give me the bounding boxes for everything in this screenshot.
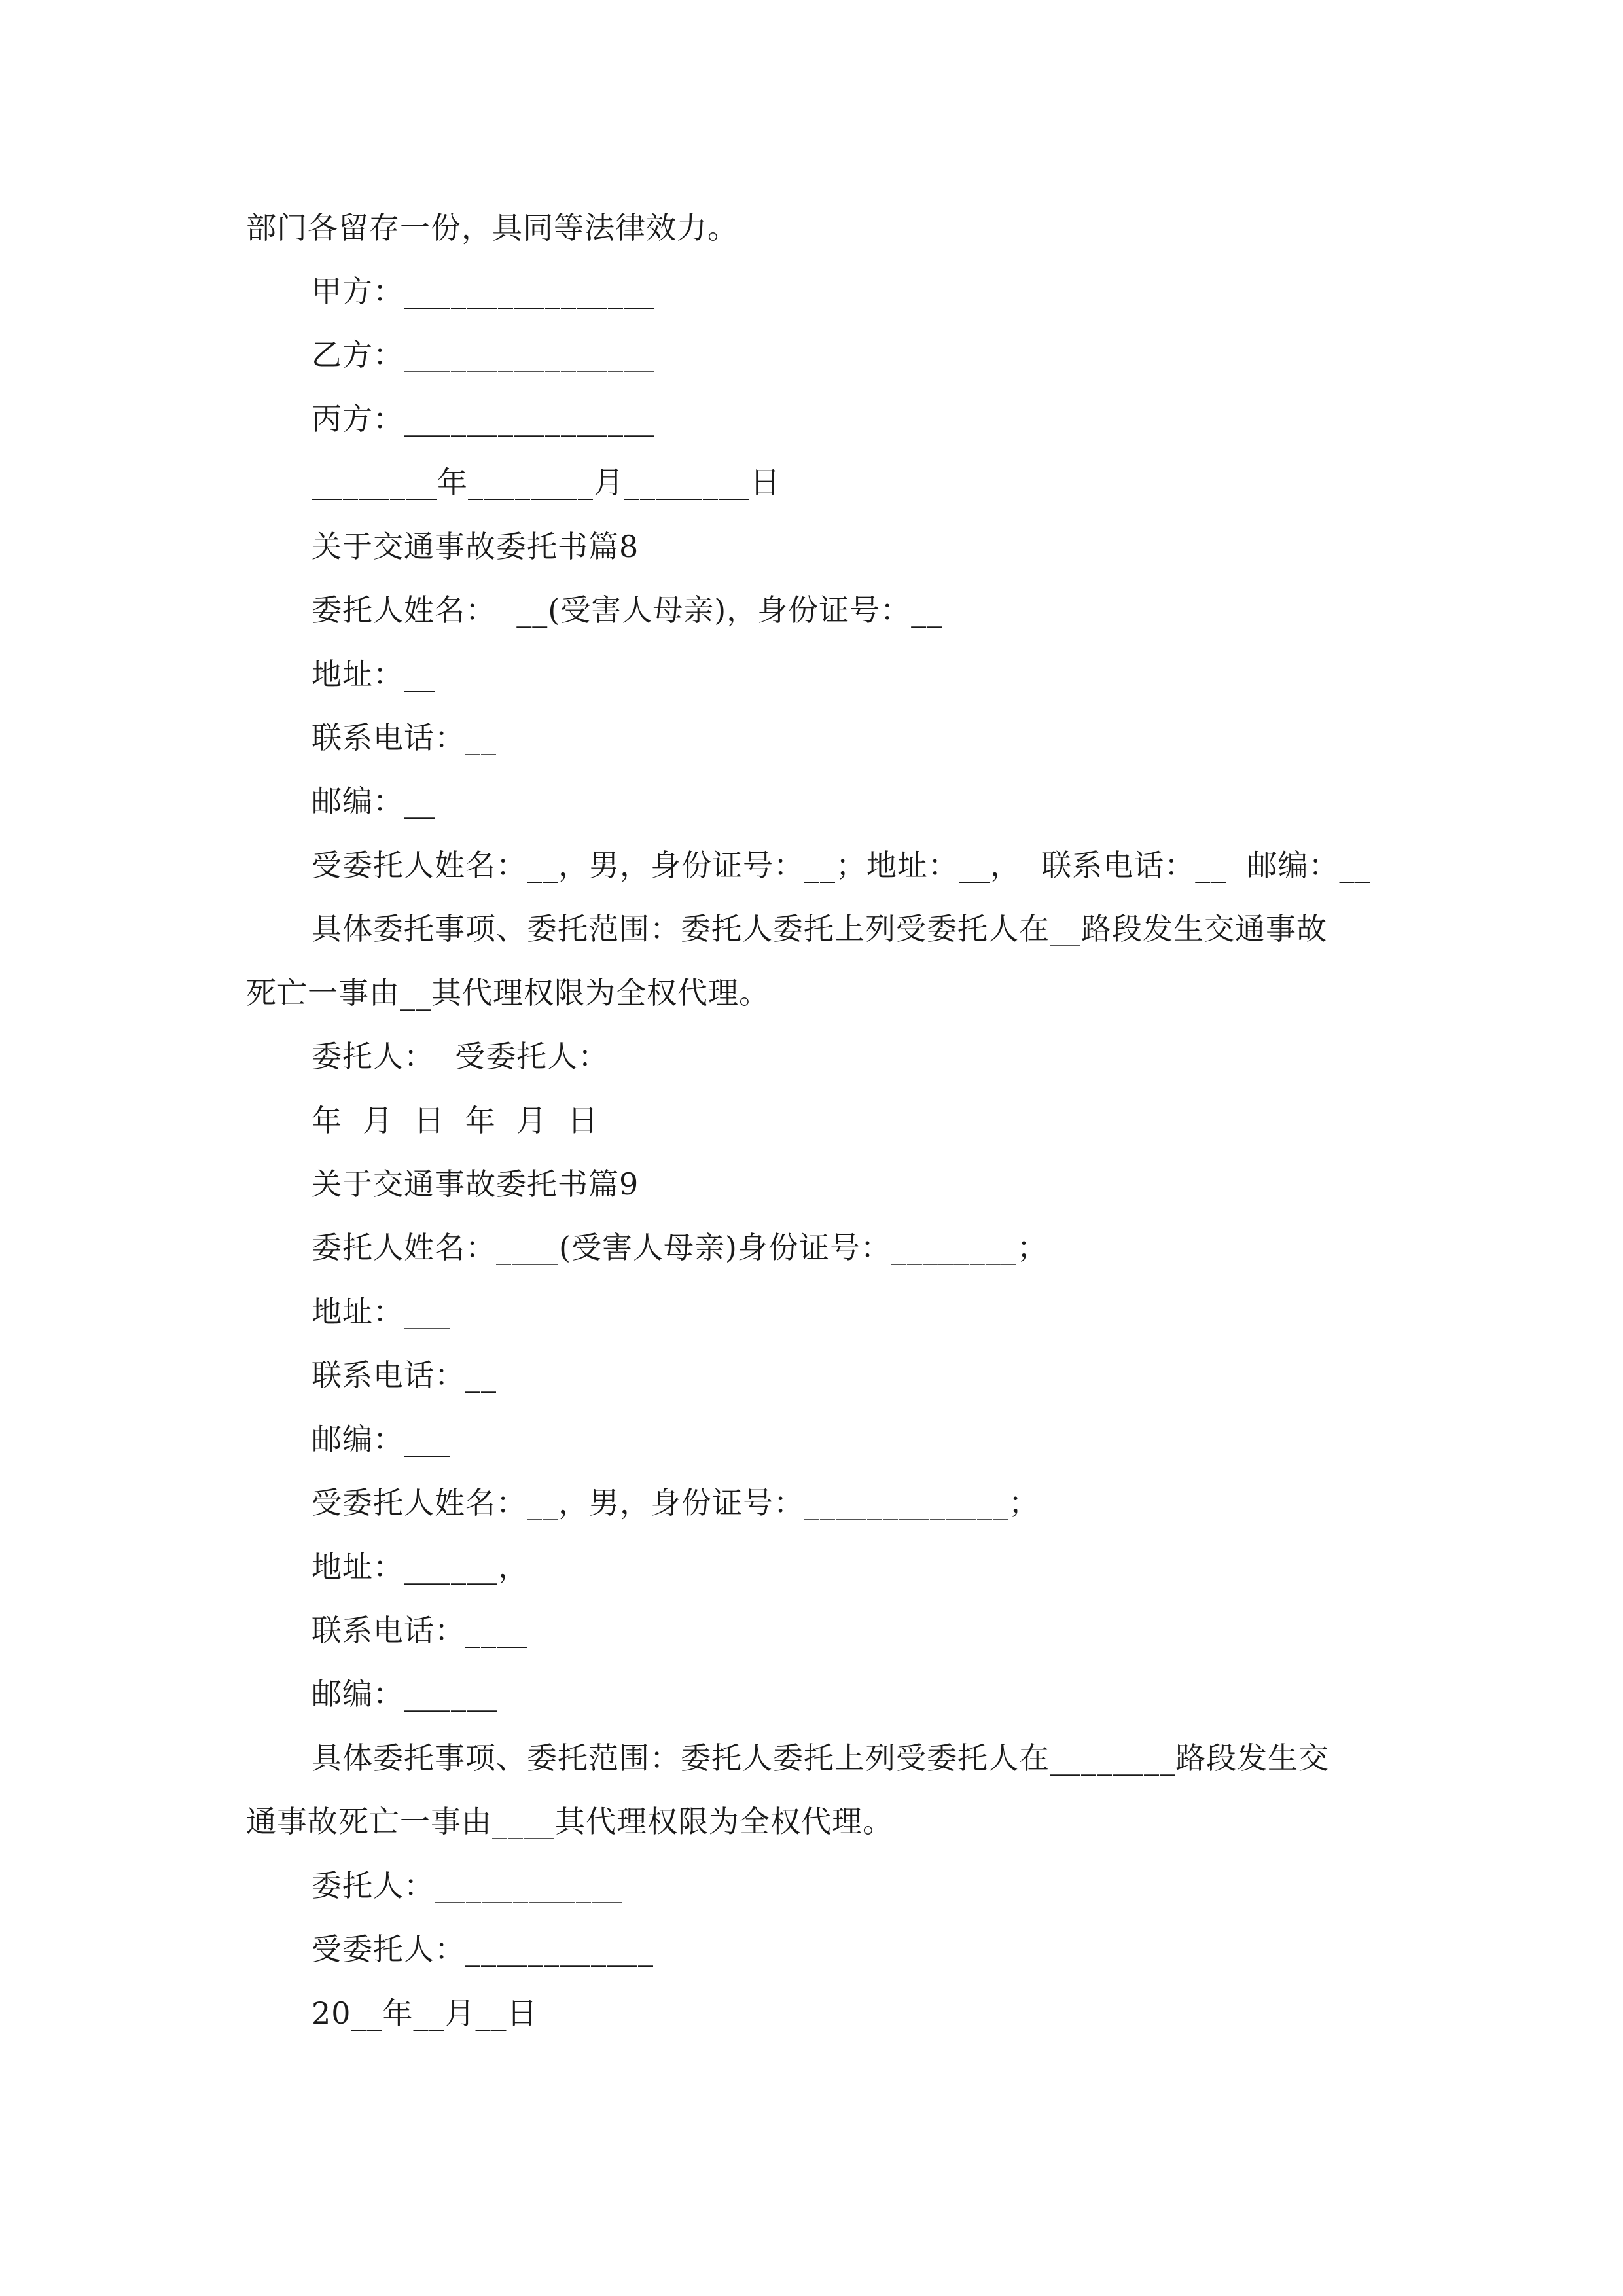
section-heading-8: 关于交通事故委托书篇8 (312, 529, 639, 564)
principal-signature-line: 委托人：____________ (312, 1868, 623, 1903)
party-c-line: 丙方：________________ (312, 401, 655, 437)
signature-dates-line: 年 月 日 年 月 日 (312, 1103, 599, 1138)
postcode-line: 邮编：__ (312, 783, 435, 819)
delegation-scope-continuation: 死亡一事由__其代理权限为全权代理。 (246, 975, 770, 1011)
address-line: 地址：___ (312, 1294, 451, 1329)
address-line: 地址：__ (312, 656, 435, 692)
agent-address-line: 地址：______， (312, 1549, 529, 1585)
delegation-scope-line: 具体委托事项、委托范围：委托人委托上列受委托人在__路段发生交通事故 (312, 911, 1327, 946)
phone-line: 联系电话：__ (312, 1357, 497, 1393)
paragraph-closing-line: 部门各留存一份，具同等法律效力。 (246, 210, 738, 245)
phone-line: 联系电话：__ (312, 720, 497, 755)
postcode-line: 邮编：___ (312, 1422, 451, 1457)
signature-labels-line: 委托人： 受委托人： (312, 1039, 609, 1074)
agent-name-line: 受委托人姓名：__，男，身份证号：_____________； (312, 1485, 1039, 1520)
delegation-scope-line: 具体委托事项、委托范围：委托人委托上列受委托人在________路段发生交 (312, 1740, 1329, 1776)
final-date-line: 20__年__月__日 (312, 1996, 538, 2031)
principal-name-line: 委托人姓名：____(受害人母亲)身份证号：________； (312, 1230, 1048, 1265)
delegation-scope-continuation: 通事故死亡一事由____其代理权限为全权代理。 (246, 1804, 893, 1839)
party-a-line: 甲方：________________ (312, 274, 655, 309)
agent-info-line: 受委托人姓名：__，男，身份证号：__；地址：__， 联系电话：__ 邮编：__ (312, 848, 1371, 883)
party-b-line: 乙方：________________ (312, 337, 655, 372)
principal-name-line: 委托人姓名： __(受害人母亲)，身份证号：__ (312, 592, 943, 628)
agent-postcode-line: 邮编：______ (312, 1676, 498, 1712)
agent-phone-line: 联系电话：____ (312, 1613, 528, 1648)
section-heading-9: 关于交通事故委托书篇9 (312, 1166, 639, 1202)
date-line: ________年________月________日 (312, 465, 781, 500)
agent-signature-line: 受委托人：____________ (312, 1931, 654, 1967)
